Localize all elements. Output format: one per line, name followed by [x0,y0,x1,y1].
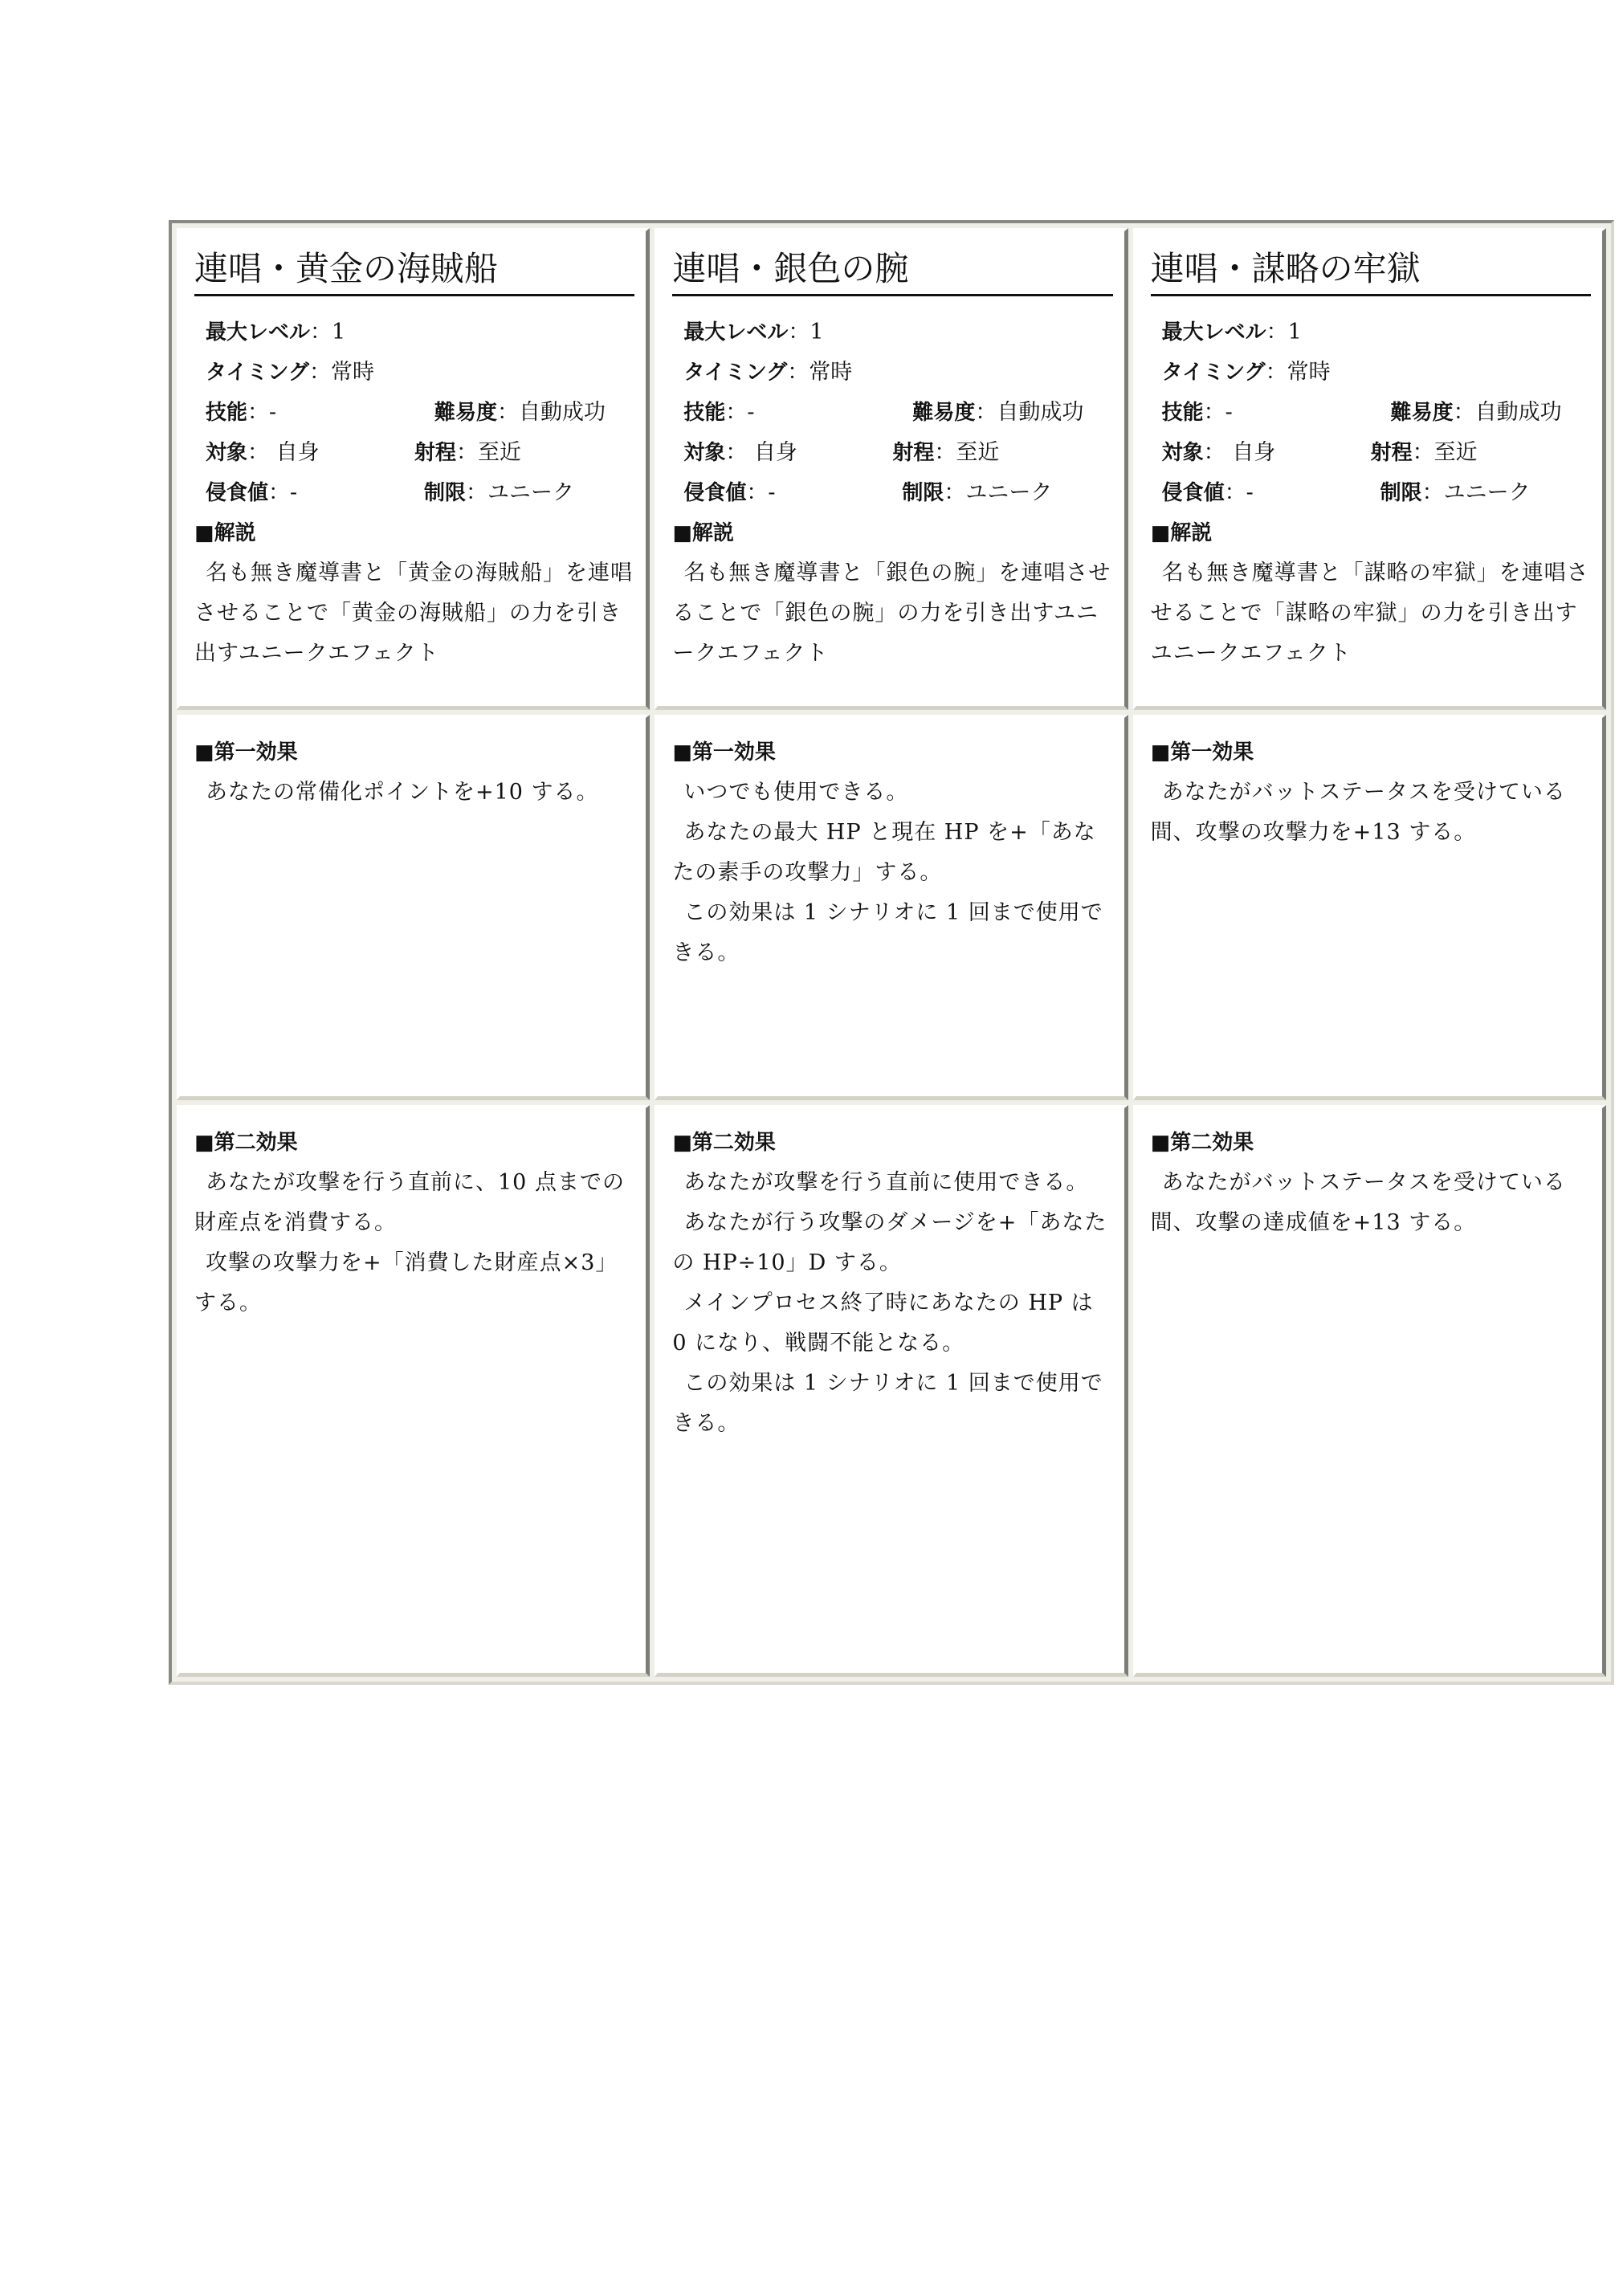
erosion-label: 侵食値 [683,481,747,505]
effect2-text: 攻撃の攻撃力を+「消費した財産点×3」する。 [194,1250,618,1315]
card-effect1-3 [1133,715,1606,1100]
skill-value: ：- [725,400,755,425]
timing-value: ：常時 [308,360,374,385]
erosion-value: ：- [1224,480,1254,505]
skill-value: ：- [247,400,277,425]
limit-value: ：ユニーク [1421,480,1531,505]
range-label: 射程 [414,441,457,465]
target-value: ： 自身 [1203,440,1276,465]
range-value: ：至近 [1412,440,1478,465]
card-header-3 [1133,228,1606,710]
effect-grid [177,228,1606,1677]
skill-label: 技能 [206,401,248,425]
skill-label: 技能 [683,401,726,425]
max-level-label: 最大レベル [683,320,789,345]
card-title: 連唱・黄金の海賊船 [194,246,634,296]
target-label: 対象 [206,441,248,465]
target-value: ： 自身 [247,440,320,465]
card-effect2-2 [655,1105,1128,1677]
erosion-label: 侵食値 [1161,481,1225,505]
effect1-heading: ■第一効果 [1150,740,1254,765]
effect1-text: この効果は 1 シナリオに 1 回まで使用できる。 [672,900,1103,965]
erosion-value: ：- [268,480,298,505]
max-level-label: 最大レベル [1161,320,1266,345]
range-value: ：至近 [934,440,1000,465]
difficulty-label: 難易度 [1390,401,1454,425]
card-effect1-2 [655,715,1128,1100]
effect-sheet [169,220,1614,1685]
difficulty-value: ：自動成功 [975,400,1084,425]
limit-value: ：ユニーク [944,480,1053,505]
card-title: 連唱・銀色の腕 [672,246,1112,296]
effect1-text: あなたの常備化ポイントを+10 する。 [206,780,599,805]
limit-label: 制限 [1380,481,1422,505]
effect1-text: あなたの最大 HP と現在 HP を+「あなたの素手の攻撃力」する。 [672,820,1096,885]
description-heading: ■解説 [194,521,256,545]
effect1-heading: ■第一効果 [194,740,298,765]
card-header-2 [655,228,1128,710]
card-stats [194,312,634,513]
description-text: 名も無き魔導書と「銀色の腕」を連唱させることで「銀色の腕」の力を引き出すユニークエフェクト [672,561,1111,666]
effect1-heading: ■第一効果 [672,740,776,765]
max-level-value: ：1 [1266,320,1302,345]
limit-label: 制限 [424,481,467,505]
range-value: ：至近 [456,440,522,465]
limit-value: ：ユニーク [466,480,575,505]
description-text: 名も無き魔導書と「黄金の海賊船」を連唱させることで「黄金の海賊船」の力を引き出すユニークエフェクト [194,561,633,666]
difficulty-value: ：自動成功 [1453,400,1562,425]
skill-label: 技能 [1161,401,1204,425]
card-effect2-3 [1133,1105,1606,1677]
effect2-text: あなたが攻撃を行う直前に、10 点までの財産点を消費する。 [194,1170,625,1235]
erosion-label: 侵食値 [206,481,269,505]
erosion-value: ：- [746,480,776,505]
card-effect1-1 [177,715,650,1100]
effect1-text: あなたがバットステータスを受けている間、攻撃の攻撃力を+13 する。 [1150,780,1566,845]
effect2-text: あなたがバットステータスを受けている間、攻撃の達成値を+13 する。 [1150,1170,1566,1235]
effect1-text: いつでも使用できる。 [683,780,909,805]
card-header-1 [177,228,650,710]
card-effect2-1 [177,1105,650,1677]
card-title: 連唱・謀略の牢獄 [1151,246,1591,296]
difficulty-label: 難易度 [912,401,976,425]
card-stats [672,312,1112,513]
skill-value: ：- [1203,400,1233,425]
max-level-value: ：1 [788,320,824,345]
description-text: 名も無き魔導書と「謀略の牢獄」を連唱させることで「謀略の牢獄」の力を引き出すユニークエフェクト [1150,561,1589,666]
effect2-text: メインプロセス終了時にあなたの HP は 0 になり、戦闘不能となる。 [672,1291,1094,1356]
effect2-heading: ■第二効果 [672,1131,776,1155]
description-heading: ■解説 [672,521,734,545]
card-stats [1151,312,1591,513]
range-label: 射程 [1370,441,1413,465]
target-value: ： 自身 [725,440,797,465]
max-level-label: 最大レベル [206,320,311,345]
effect2-heading: ■第二効果 [1150,1131,1254,1155]
description-heading: ■解説 [1150,521,1213,545]
limit-label: 制限 [902,481,944,505]
effect2-heading: ■第二効果 [194,1131,298,1155]
effect2-text: この効果は 1 シナリオに 1 回まで使用できる。 [672,1371,1103,1436]
timing-label: タイミング [683,361,788,385]
difficulty-label: 難易度 [434,401,498,425]
timing-value: ：常時 [1265,360,1331,385]
target-label: 対象 [683,441,726,465]
difficulty-value: ：自動成功 [497,400,606,425]
range-label: 射程 [892,441,935,465]
effect2-text: あなたが行う攻撃のダメージを+「あなたの HP÷10」D する。 [672,1210,1107,1275]
timing-value: ：常時 [787,360,853,385]
max-level-value: ：1 [310,320,346,345]
timing-label: タイミング [206,361,309,385]
target-label: 対象 [1161,441,1204,465]
effect2-text: あなたが攻撃を行う直前に使用できる。 [683,1170,1089,1195]
timing-label: タイミング [1161,361,1266,385]
